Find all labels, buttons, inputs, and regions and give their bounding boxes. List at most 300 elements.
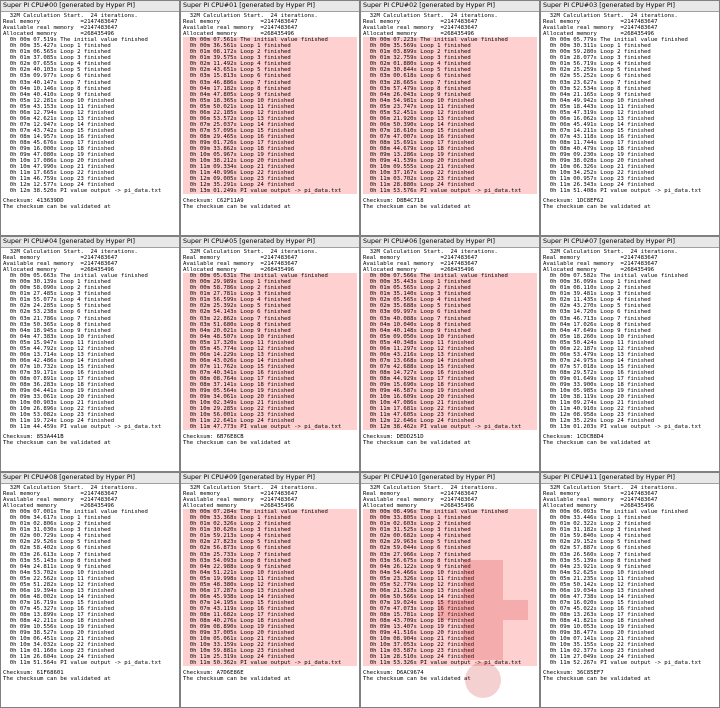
loop-line: 0h 10m 00.903s Loop 21 finished [3,400,115,407]
loop-line: 0h 06m 22.187s Loop 12 finished [543,345,655,352]
loop-line: 0h 02m 27.823s Loop 5 finished [183,539,357,545]
loop-line: 0h 01m 56.599s Loop 4 finished [183,297,357,303]
loop-line: 0h 04m 54.981s Loop 10 finished [363,98,537,104]
loop-line: 0h 11m 27.049s Loop 24 finished [543,654,655,661]
loop-line: 0h 12m 38.462s PI value output -> pi_data.txt [363,424,537,430]
loop-line: 0h 11m 46.759s Loop 23 finished [3,176,115,183]
loop-line: 0h 08m 45.676s Loop 17 finished [3,139,115,146]
superpi-window-cpu03[interactable] [540,0,720,236]
loop-line: 0h 03m 25.733s Loop 7 finished [183,552,357,558]
header-line: 32M Calculation Start. 24 iterations. [543,249,678,255]
loop-line: 0h 01m 59.213s Loop 4 finished [183,533,357,539]
loop-line: 0h 01m 06.565s Loop 2 finished [3,49,111,56]
loop-line: 0h 09m 05.564s Loop 19 finished [183,388,357,394]
loop-line: 0h 07m 18.610s Loop 15 finished [363,128,537,134]
loop-line: 0h 09m 34.061s Loop 20 finished [183,394,357,400]
checksum-line: Checksum: 61F68601 [3,670,64,677]
loop-line: 0h 00m 35.427s Loop 1 finished [3,43,111,50]
loop-line: 0h 01m 03.899s Loop 2 finished [363,49,537,55]
loop-line: 0h 01m 02.603s Loop 2 finished [363,521,537,527]
loop-line: 0h 08m 15.691s Loop 17 finished [363,140,537,146]
console-output [541,484,719,707]
loop-line: 0h 08m 08.764s Loop 17 finished [183,376,357,382]
loop-line: 0h 02m 11.435s Loop 4 finished [543,297,651,304]
loop-line: 0h 11m 40.910s Loop 22 finished [543,406,655,413]
header-line: 32M Calculation Start. 24 iterations. [363,485,498,491]
loop-line: 0h 05m 50.142s Loop 12 finished [543,581,655,588]
loop-line: 0h 11m 53.576s PI value output -> pi_data.txt [363,188,537,194]
loop-line: 0h 07m 11.762s Loop 15 finished [183,364,357,370]
loop-line: 0h 01m 39.575s Loop 3 finished [183,55,357,61]
header-line: Available real memory =2147483647 [183,261,298,268]
loop-line: 0h 03m 55.139s Loop 8 finished [543,557,651,564]
loop-line: 0h 03m 52.534s Loop 8 finished [543,85,651,92]
loop-line: 0h 04m 17.026s Loop 8 finished [543,321,651,328]
window-title-bar[interactable]: Super PI CPU#09 [generated by Hyper PI] [181,473,359,484]
checksum-line: Checksum: 36C85EF7 [543,670,604,677]
superpi-window-cpu05[interactable] [180,236,360,472]
loop-line: 0h 10m 38.212s Loop 20 finished [183,158,357,164]
loop-line: 0h 02m 01.880s Loop 4 finished [363,61,537,67]
loop-line: 0h 11m 03.702s Loop 23 finished [363,176,537,182]
checksum-validated-line: The checksum can be validated at [363,204,471,211]
loop-line: 0h 06m 11.297s Loop 12 finished [363,346,537,352]
loop-line: 0h 13m 01.203s PI value output -> pi_data.txt [543,424,702,431]
loop-line: 0h 08m 40.479s Loop 18 finished [543,146,655,153]
loop-line: 0h 02m 43.651s Loop 5 finished [183,67,357,73]
checksum-line: Checksum: D8B4C718 [363,198,424,205]
window-title-bar[interactable]: Super PI CPU#06 [generated by Hyper PI] [361,237,539,248]
loop-line: 0h 03m 40.088s Loop 7 finished [363,316,537,322]
loop-line: 0h 09m 41.516s Loop 20 finished [363,630,537,636]
console-output [181,12,359,235]
loop-line: 0h 11m 22.641s Loop 24 finished [183,418,357,424]
loop-line: 0h 10m 47.990s Loop 21 finished [3,164,115,171]
loop-line: 0h 09m 38.477s Loop 20 finished [543,630,655,637]
loop-line: 0h 10m 17.086s Loop 20 finished [3,158,115,165]
checksum-validated-line: The checksum can be validated at [363,676,471,683]
loop-timing-list [363,37,537,194]
loop-line: 0h 04m 52.625s Loop 10 finished [543,569,655,576]
loop-line: 0h 04m 10.040s Loop 8 finished [363,322,537,328]
loop-line: 0h 04m 10.146s Loop 8 finished [3,85,111,92]
header-line: 32M Calculation Start. 24 iterations. [3,485,138,491]
loop-line: 0h 03m 15.813s Loop 6 finished [183,73,357,79]
loop-line: 0h 07m 57.095s Loop 15 finished [183,128,357,134]
loop-timing-list [363,273,537,430]
loop-line: 0h 10m 05.967s Loop 19 finished [183,152,357,158]
loop-line: 0h 03m 27.966s Loop 7 finished [363,552,537,558]
loop-line: 0h 08m 13.263s Loop 17 finished [543,611,655,618]
loop-line: 0h 10m 02.349s Loop 21 finished [183,400,357,406]
superpi-window-cpu11[interactable] [540,472,720,708]
header-line: Available real memory =2147483647 [183,497,298,504]
loop-line: 0h 00m 58.786s Loop 2 finished [183,285,357,291]
loop-line: 0h 01m 30.620s Loop 3 finished [183,527,357,533]
loop-line: 0h 04m 54.466s Loop 10 finished [363,570,537,576]
loop-line: 0h 10m 05.985s Loop 19 finished [543,388,655,395]
loop-line: 0h 09m 01.726s Loop 17 finished [183,140,357,146]
header-line: Available real memory =2147483647 [3,261,118,268]
loop-line: 0h 04m 47.649s Loop 9 finished [543,327,651,334]
loop-line: 0h 04m 40.148s Loop 9 finished [363,328,537,334]
superpi-window-cpu08[interactable] [0,472,180,708]
loop-line: 0h 07m 42.688s Loop 15 finished [363,364,537,370]
loop-line: 0h 10m 38.119s Loop 20 finished [543,394,655,401]
loop-line: 0h 03m 23.627s Loop 7 finished [543,79,651,86]
loop-line: 0h 03m 40.147s Loop 7 finished [3,79,111,86]
loop-line: 0h 09m 13.407s Loop 19 finished [363,624,537,630]
loop-line: 0h 07m 43.118s Loop 16 finished [543,133,655,140]
header-line: Available real memory =2147483647 [363,497,478,504]
loop-line: 0h 11m 44.459s PI value output -> pi_data.txt [3,424,162,431]
loop-line: 0h 07m 47.007s Loop 16 finished [363,134,537,140]
loop-line: 0h 10m 53.082s Loop 23 finished [3,412,115,419]
loop-line: 0h 00m 07.566s The initial value finished [363,273,537,279]
loop-line: 0h 07m 14.195s Loop 15 finished [183,600,357,606]
loop-line: 0h 04m 23.921s Loop 9 finished [543,563,651,570]
loop-line: 0h 11m 51.408s PI value output -> pi_data.txt [543,188,702,195]
loop-line: 0h 03m 50.365s Loop 8 finished [3,321,111,328]
loop-line: 0h 09m 47.080s Loop 19 finished [3,152,115,159]
superpi-window-cpu07[interactable] [540,236,720,472]
header-line: Real memory =2147483647 [3,491,118,498]
loop-line: 0h 00m 33.368s Loop 1 finished [183,515,357,521]
header-line: Available real memory =2147483647 [543,261,658,268]
checksum-line: Checksum: 1DC8EF62 [543,198,604,205]
loop-line: 0h 02m 25.259s Loop 5 finished [543,67,651,74]
loop-line: 0h 05m 18.260s Loop 10 finished [543,333,655,340]
loop-line: 0h 12m 35.229s Loop 24 finished [543,418,655,425]
console-output [1,248,179,471]
loop-line: 0h 09m 38.527s Loop 20 finished [3,630,115,637]
loop-line: 0h 10m 56.001s Loop 23 finished [183,412,357,418]
loop-line: 0h 02m 54.143s Loop 6 finished [183,309,357,315]
header-line: Available real memory =2147483647 [3,25,118,32]
loop-line: 0h 10m 37.053s Loop 22 finished [363,642,537,648]
loop-line: 0h 00m 08.496s The initial value finished [363,509,537,515]
loop-line: 0h 11m 25.319s Loop 24 finished [183,654,357,660]
window-title-bar[interactable]: Super PI CPU#02 [generated by Hyper PI] [361,1,539,12]
loop-line: 0h 02m 00.729s Loop 4 finished [3,533,111,540]
loop-line: 0h 03m 46.886s Loop 7 finished [183,80,357,86]
loop-line: 0h 06m 22.185s Loop 12 finished [183,110,357,116]
header-line: Allocated memory =268435496 [3,267,115,274]
loop-line: 0h 01m 55.077s Loop 4 finished [3,297,111,304]
loop-line: 0h 10m 08.904s Loop 21 finished [363,636,537,642]
loop-line: 0h 03m 21.786s Loop 7 finished [3,315,111,322]
checksum-validated-line: The checksum can be validated at [183,440,291,447]
header-line: 32M Calculation Start. 24 iterations. [363,13,498,19]
checksum-line: Checksum: 853A441B [3,434,64,441]
loop-line: 0h 02m 40.103s Loop 5 finished [3,67,111,74]
superpi-window-cpu10[interactable] [360,472,540,708]
loop-line: 0h 07m 45.022s Loop 16 finished [543,605,655,612]
header-line: 32M Calculation Start. 24 iterations. [183,249,318,255]
loop-line: 0h 06m 45.491s Loop 14 finished [543,121,655,128]
loop-line: 0h 05m 52.451s Loop 12 finished [363,110,537,116]
loop-line: 0h 00m 05.631s The initial value finished [183,273,357,279]
loop-line: 0h 11m 03.587s Loop 23 finished [363,648,537,654]
loop-line: 0h 10m 16.609s Loop 20 finished [363,394,537,400]
window-title-bar[interactable]: Super PI CPU#00 [generated by Hyper PI] [1,1,179,12]
loop-line: 0h 01m 08.172s Loop 2 finished [183,49,357,55]
loop-line: 0h 02m 55.252s Loop 6 finished [543,73,651,80]
loop-line: 0h 05m 12.281s Loop 10 finished [3,97,115,104]
loop-line: 0h 02m 29.152s Loop 5 finished [543,539,651,546]
header-line: Real memory =2147483647 [183,255,298,262]
header-line: Real memory =2147483647 [543,19,658,26]
loop-line: 0h 08m 44.929s Loop 17 finished [363,376,537,382]
loop-line: 0h 05m 45.774s Loop 12 finished [183,346,357,352]
loop-line: 0h 09m 09.230s Loop 19 finished [543,152,655,159]
loop-line: 0h 09m 10.053s Loop 19 finished [543,624,655,631]
loop-line: 0h 00m 36.561s Loop 1 finished [183,43,357,49]
loop-line: 0h 04m 24.811s Loop 9 finished [3,563,111,570]
window-title-bar[interactable]: Super PI CPU#11 [generated by Hyper PI] [541,473,719,484]
loop-line: 0h 10m 34.032s Loop 22 finished [3,642,115,649]
loop-line: 0h 03m 22.862s Loop 7 finished [183,316,357,322]
loop-line: 0h 00m 33.805s Loop 1 finished [363,515,537,521]
loop-timing-list [3,509,177,666]
window-title-bar[interactable]: Super PI CPU#08 [generated by Hyper PI] [1,473,179,484]
loop-line: 0h 06m 48.002s Loop 14 finished [3,593,115,600]
loop-line: 0h 06m 13.714s Loop 13 finished [3,351,115,358]
header-line: Allocated memory =268435496 [3,503,115,510]
loop-line: 0h 02m 59.044s Loop 6 finished [363,545,537,551]
window-title-bar[interactable]: Super PI CPU#10 [generated by Hyper PI] [361,473,539,484]
loop-line: 0h 08m 42.211s Loop 18 finished [3,618,115,625]
loop-line: 0h 02m 11.492s Loop 4 finished [183,61,357,67]
console-output [541,12,719,235]
loop-line: 0h 07m 24.975s Loop 14 finished [543,357,655,364]
loop-line: 0h 04m 49.942s Loop 10 finished [543,97,655,104]
loop-line: 0h 00m 07.223s The initial value finished [363,37,537,43]
loop-line: 0h 08m 41.821s Loop 18 finished [543,618,655,625]
loop-line: 0h 02m 43.270s Loop 5 finished [543,303,651,310]
loop-line: 0h 04m 17.182s Loop 8 finished [183,86,357,92]
loop-line: 0h 12m 08.958s Loop 23 finished [543,412,655,419]
loop-line: 0h 06m 42.486s Loop 14 finished [3,357,115,364]
loop-line: 0h 12m 35.291s Loop 24 finished [183,182,357,188]
window-title-bar[interactable]: Super PI CPU#03 [generated by Hyper PI] [541,1,719,12]
loop-line: 0h 03m 51.680s Loop 8 finished [183,322,357,328]
loop-line: 0h 08m 36.283s Loop 18 finished [3,382,115,389]
loop-line: 0h 03m 09.997s Loop 6 finished [363,309,537,315]
loop-line: 0h 11m 47.605s Loop 23 finished [363,412,537,418]
loop-line: 0h 02m 07.655s Loop 4 finished [3,61,111,68]
loop-line: 0h 02m 05.565s Loop 4 finished [363,297,537,303]
loop-line: 0h 13m 01.249s PI value output -> pi_data.txt [183,188,357,194]
loop-line: 0h 11m 02.377s Loop 23 finished [543,648,655,655]
loop-line: 0h 02m 25.392s Loop 5 finished [183,303,357,309]
loop-line: 0h 04m 26.122s Loop 9 finished [363,564,537,570]
header-line: Allocated memory =268435496 [363,31,475,38]
loop-line: 0h 05m 44.792s Loop 12 finished [3,345,115,352]
loop-line: 0h 07m 13.668s Loop 14 finished [363,358,537,364]
loop-line: 0h 04m 26.043s Loop 9 finished [363,92,537,98]
loop-line: 0h 08m 13.899s Loop 17 finished [3,611,115,618]
loop-line: 0h 04m 53.702s Loop 10 finished [3,569,115,576]
window-title-bar[interactable]: Super PI CPU#07 [generated by Hyper PI] [541,237,719,248]
loop-line: 0h 02m 53.238s Loop 6 finished [3,309,111,316]
checksum-validated-line: The checksum can be validated at [543,204,651,211]
loop-line: 0h 06m 47.738s Loop 14 finished [543,593,655,600]
loop-line: 0h 10m 06.451s Loop 21 finished [3,636,115,643]
console-output [361,12,539,235]
window-title-bar[interactable]: Super PI CPU#04 [generated by Hyper PI] [1,237,179,248]
loop-line: 0h 04m 47.383s Loop 10 finished [3,333,115,340]
loop-line: 0h 07m 25.037s Loop 14 finished [183,122,357,128]
loop-line: 0h 11m 09.274s Loop 21 finished [543,400,655,407]
loop-line: 0h 08m 07.891s Loop 17 finished [3,375,115,382]
loop-line: 0h 00m 35.443s Loop 1 finished [363,279,537,285]
loop-line: 0h 03m 56.675s Loop 8 finished [363,558,537,564]
loop-line: 0h 04m 22.988s Loop 9 finished [183,564,357,570]
header-line: 32M Calculation Start. 24 iterations. [183,13,318,19]
console-output [1,484,179,707]
loop-line: 0h 00m 05.663s The initial value finished [3,273,148,280]
loop-line: 0h 05m 40.348s Loop 11 finished [363,340,537,346]
loop-line: 0h 02m 24.285s Loop 5 finished [3,303,111,310]
loop-line: 0h 01m 02.806s Loop 2 finished [3,521,111,528]
loop-timing-list [3,37,177,194]
superpi-window-cpu04[interactable] [0,236,180,472]
header-line: 32M Calculation Start. 24 iterations. [543,485,678,491]
checksum-line: Checksum: A7D6E86E [183,670,244,677]
loop-line: 0h 00m 07.001s The initial value finished [3,509,148,516]
loop-line: 0h 11m 53.326s PI value output -> pi_data.txt [363,660,537,666]
loop-line: 0h 05m 21.235s Loop 11 finished [543,575,655,582]
loop-line: 0h 11m 51.564s PI value output -> pi_data.txt [3,660,162,667]
loop-line: 0h 05m 51.282s Loop 12 finished [3,581,115,588]
loop-line: 0h 06m 42.621s Loop 13 finished [3,115,115,122]
loop-line: 0h 08m 14.957s Loop 16 finished [3,133,115,140]
loop-line: 0h 04m 18.945s Loop 9 finished [3,327,111,334]
loop-line: 0h 11m 19.724s Loop 24 finished [3,418,115,425]
header-line: 32M Calculation Start. 24 iterations. [3,249,138,255]
checksum-validated-line: The checksum can be validated at [183,204,291,211]
loop-line: 0h 01m 08.110s Loop 2 finished [543,285,651,292]
header-line: 32M Calculation Start. 24 iterations. [183,485,318,491]
loop-line: 0h 10m 37.167s Loop 22 finished [363,170,537,176]
loop-line: 0h 09m 33.862s Loop 18 finished [183,146,357,152]
loop-line: 0h 03m 46.713s Loop 7 finished [543,315,651,322]
checksum-validated-line: The checksum can be validated at [543,676,651,683]
console-output [361,484,539,707]
loop-line: 0h 01m 31.525s Loop 3 finished [363,527,537,533]
loop-line: 0h 03m 28.665s Loop 7 finished [363,80,537,86]
loop-line: 0h 11m 40.996s Loop 22 finished [183,170,357,176]
loop-line: 0h 02m 29.526s Loop 5 finished [3,539,111,546]
loop-line: 0h 02m 56.873s Loop 6 finished [183,545,357,551]
header-line: Available real memory =2147483647 [183,25,298,32]
superpi-window-cpu00[interactable] [0,0,180,236]
loop-timing-list [543,509,717,666]
loop-line: 0h 06m 43.216s Loop 13 finished [363,352,537,358]
loop-line: 0h 08m 29.572s Loop 16 finished [543,369,655,376]
header-line: Real memory =2147483647 [543,255,658,262]
loop-line: 0h 06m 19.394s Loop 13 finished [3,587,115,594]
loop-line: 0h 05m 43.153s Loop 11 finished [3,103,115,110]
loop-line: 0h 00m 29.989s Loop 1 finished [183,279,357,285]
loop-line: 0h 01m 05.565s Loop 2 finished [363,285,537,291]
header-line: Available real memory =2147483647 [543,497,658,504]
header-line: Real memory =2147483647 [363,491,478,498]
superpi-window-cpu02[interactable] [360,0,540,236]
loop-line: 0h 08m 11.744s Loop 17 finished [543,139,655,146]
window-title-bar[interactable]: Super PI CPU#05 [generated by Hyper PI] [181,237,359,248]
loop-line: 0h 09m 41.539s Loop 20 finished [363,158,537,164]
loop-line: 0h 03m 14.720s Loop 6 finished [543,309,651,316]
loop-line: 0h 05m 48.380s Loop 12 finished [183,582,357,588]
superpi-window-cpu01[interactable] [180,0,360,236]
loop-line: 0h 01m 31.182s Loop 3 finished [543,527,651,534]
loop-line: 0h 05m 50.424s Loop 11 finished [543,339,655,346]
loop-line: 0h 00m 59.280s Loop 2 finished [543,49,651,56]
loop-line: 0h 10m 35.155s Loop 22 finished [543,642,655,649]
superpi-window-cpu09[interactable] [180,472,360,708]
loop-line: 0h 09m 01.649s Loop 17 finished [543,375,655,382]
header-line: Allocated memory =268435496 [543,31,655,38]
loop-line: 0h 11m 17.665s Loop 22 finished [3,170,115,177]
loop-line: 0h 00m 06.093s The initial value finished [543,509,688,516]
loop-line: 0h 05m 09.050s Loop 10 finished [363,334,537,340]
loop-line: 0h 08m 29.465s Loop 16 finished [183,134,357,140]
loop-line: 0h 05m 17.320s Loop 11 finished [183,340,357,346]
loop-line: 0h 06m 50.390s Loop 14 finished [363,122,537,128]
loop-line: 0h 05m 22.562s Loop 11 finished [3,575,115,582]
loop-line: 0h 00m 30.311s Loop 1 finished [543,43,651,50]
loop-line: 0h 00m 07.561s The initial value finished [183,37,357,43]
loop-line: 0h 07m 16.020s Loop 15 finished [543,599,655,606]
header-line: Real memory =2147483647 [183,19,298,26]
checksum-line: Checksum: D6AC9674 [363,670,424,677]
loop-line: 0h 05m 50.021s Loop 11 finished [183,104,357,110]
checksum-line: Checksum: 6B76E8CB [183,434,244,441]
loop-line: 0h 06m 12.794s Loop 12 finished [3,109,115,116]
loop-line: 0h 05m 19.998s Loop 11 finished [183,576,357,582]
loop-line: 0h 07m 19.024s Loop 15 finished [363,600,537,606]
loop-line: 0h 09m 08.890s Loop 19 finished [183,624,357,630]
header-line: Allocated memory =268435496 [183,503,295,510]
window-title-bar[interactable]: Super PI CPU#01 [generated by Hyper PI] [181,1,359,12]
loop-line: 0h 04m 47.805s Loop 9 finished [183,92,357,98]
loop-line: 0h 06m 50.566s Loop 14 finished [363,594,537,600]
loop-line: 0h 03m 00.618s Loop 6 finished [363,73,537,79]
loop-line: 0h 10m 47.086s Loop 21 finished [363,400,537,406]
loop-line: 0h 04m 48.507s Loop 10 finished [183,334,357,340]
loop-line: 0h 04m 20.021s Loop 9 finished [183,328,357,334]
loop-line: 0h 09m 10.556s Loop 19 finished [3,624,115,631]
loop-line: 0h 10m 26.896s Loop 22 finished [3,406,115,413]
loop-line: 0h 06m 45.938s Loop 14 finished [183,594,357,600]
loop-line: 0h 09m 13.286s Loop 19 finished [363,152,537,158]
loop-line: 0h 09m 37.005s Loop 20 finished [183,630,357,636]
loop-line: 0h 11m 26.604s Loop 24 finished [3,654,115,661]
loop-line: 0h 02m 57.887s Loop 6 finished [543,545,651,552]
loop-line: 0h 09m 33.900s Loop 18 finished [543,382,655,389]
loop-timing-list [3,273,177,430]
loop-line: 0h 07m 45.327s Loop 16 finished [3,605,115,612]
header-line: Real memory =2147483647 [363,19,478,26]
loop-line: 0h 09m 16.000s Loop 18 finished [3,146,115,153]
loop-line: 0h 06m 53.479s Loop 13 finished [543,351,655,358]
loop-line: 0h 11m 00.957s Loop 23 finished [543,176,655,183]
header-line: 32M Calculation Start. 24 iterations. [363,249,498,255]
superpi-window-cpu06[interactable] [360,236,540,472]
loop-line: 0h 07m 12.947s Loop 14 finished [3,121,115,128]
